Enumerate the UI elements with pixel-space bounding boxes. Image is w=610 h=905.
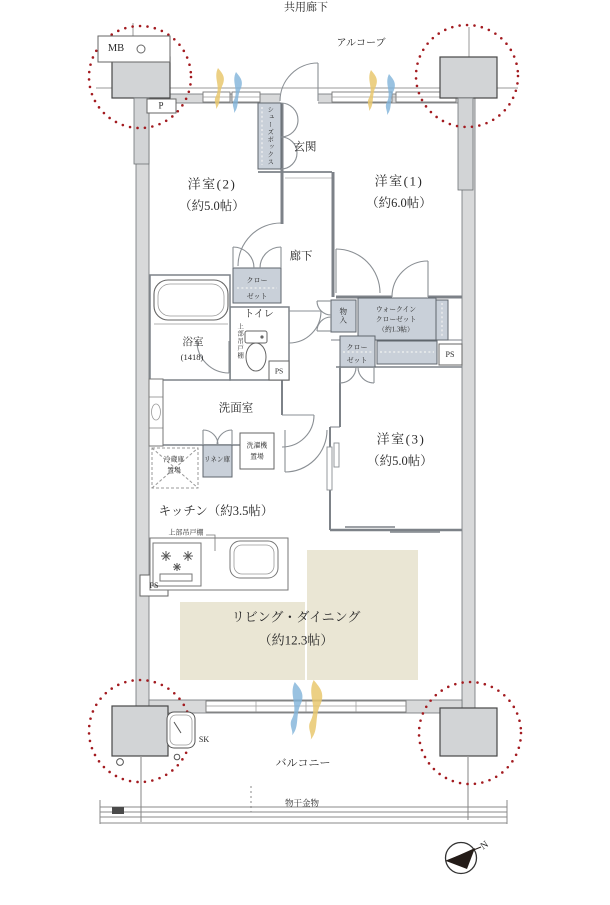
living-dining-name: リビング・ダイニング [231, 609, 361, 625]
western3-name: 洋室(3) [376, 431, 426, 447]
wic-label-3: （約1.3帖） [378, 326, 414, 334]
doors [197, 63, 428, 490]
entrance-label: 玄関 [293, 141, 317, 154]
storage-label: 物入 [338, 307, 348, 325]
kitchen-upper-cabinet-label: 上部吊戸棚 [168, 528, 204, 537]
wic-label-1: ウォークイン [375, 306, 417, 314]
wic-label-2: クローゼット [375, 316, 417, 324]
entrance-opening [280, 90, 318, 105]
toilet-label: トイレ [244, 309, 274, 320]
kitchen-label: キッチン（約3.5帖） [158, 503, 274, 518]
sliding-door-panel [334, 443, 339, 467]
ps-label-wic: PS [445, 350, 455, 359]
closet3-label-1: クロー [346, 343, 368, 352]
living-dining-size: （約12.3帖） [258, 632, 334, 648]
compass-north-label: N [478, 839, 491, 853]
western3-size: （約5.0帖） [367, 453, 433, 468]
closet3-label-2: ゼット [346, 356, 368, 365]
common-corridor-label: 共用廊下 [284, 1, 328, 14]
shoes-box-label: シューズボックス [266, 106, 274, 166]
toilet-fixture [245, 331, 267, 371]
ps-label-kitchen: PS [149, 581, 159, 590]
airflow-icon-yellow [368, 70, 377, 111]
washroom-label: 洗面室 [218, 402, 254, 415]
laundry-hanger-label: 物干金物 [284, 797, 320, 808]
hallway-label: 廊下 [289, 250, 313, 263]
slop-sink-label: SK [198, 735, 210, 744]
washroom-vanity [149, 379, 163, 446]
pipe-shaft-p-label: P [158, 100, 164, 111]
western1-name: 洋室(1) [374, 173, 424, 189]
bath-size-label: (1418) [180, 351, 204, 362]
western2-size: （約5.0帖） [179, 198, 245, 213]
bath-label: 浴室 [182, 336, 204, 348]
fridge-label-1: 冷蔵庫 [163, 456, 185, 464]
sliding-door-panel [327, 447, 332, 490]
balcony-label: バルコニー [275, 757, 331, 770]
western2-name: 洋室(2) [187, 176, 237, 192]
washer-label-1: 洗濯機 [246, 442, 268, 450]
linen-label: リネン庫 [203, 456, 231, 464]
ps-label-toilet: PS [274, 366, 284, 376]
meter-box-label: MB [107, 42, 125, 54]
bathtub [154, 280, 228, 324]
washer-space-box [240, 433, 274, 469]
alcove-label: アルコーブ [336, 38, 386, 49]
kitchen-counter [150, 538, 288, 590]
washer-label-2: 置場 [250, 453, 264, 461]
closet2-label-1: クロー [246, 276, 268, 285]
toilet-upper-cabinet-label: 上部吊戸棚 [236, 322, 244, 360]
western1-size: （約6.0帖） [366, 195, 432, 210]
closet2-label-2: ゼット [246, 292, 268, 301]
compass-icon [446, 843, 482, 874]
fridge-label-2: 置場 [167, 467, 181, 475]
meter-box-circle [137, 45, 145, 53]
